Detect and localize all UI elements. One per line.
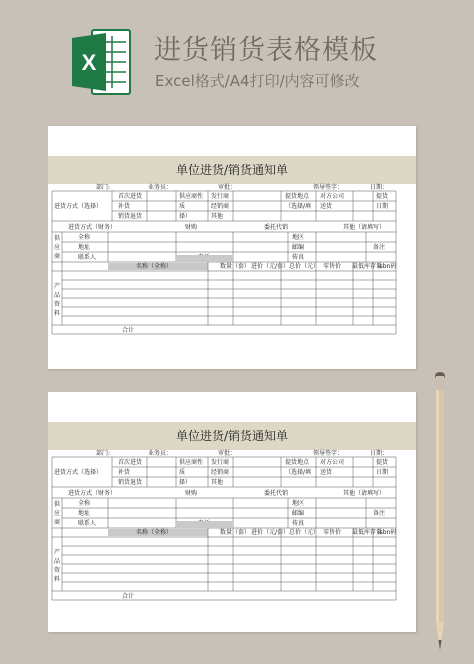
goods-side-label: 料 bbox=[54, 310, 61, 317]
delivery-option: 对方公司 bbox=[320, 193, 345, 200]
supplier-field-label: 全称 bbox=[78, 234, 91, 241]
form-sheet-1 bbox=[48, 126, 416, 369]
info-label: 部门: bbox=[96, 184, 111, 191]
supplier-option: 其他 bbox=[211, 213, 224, 220]
note-label: 备注 bbox=[373, 244, 386, 251]
info-label: 日期： bbox=[370, 450, 389, 457]
agent-label: 委托代销 bbox=[264, 490, 289, 497]
page-title: 进货销货表格模板 bbox=[154, 35, 378, 66]
supplier-nature-label: 质 bbox=[179, 203, 186, 210]
form-title: 单位进货/销货通知单 bbox=[48, 156, 416, 184]
supplier-nature-label: 质 bbox=[179, 469, 186, 476]
info-label: 领导签字： bbox=[313, 450, 344, 457]
finance-method-value: 财购 bbox=[185, 490, 198, 497]
goods-header: 名称（全称） bbox=[136, 263, 173, 270]
delivery-label: 提货地点 bbox=[285, 459, 310, 466]
supplier-side-label: 供 bbox=[54, 235, 61, 242]
pickup-label: 提货 bbox=[376, 459, 389, 466]
goods-header: 进价（元/套） bbox=[251, 529, 290, 536]
supplier-right-label: 邮编 bbox=[292, 510, 305, 517]
supplier-nature-label: 择） bbox=[179, 213, 192, 220]
goods-header: 最低库存量 bbox=[352, 263, 383, 270]
goods-header: 总价（元） bbox=[289, 263, 320, 270]
method-option: 首次进货 bbox=[118, 193, 143, 200]
supplier-right-label: 传真 bbox=[292, 520, 305, 527]
phone-shade bbox=[176, 255, 233, 262]
method-option: 销货退货 bbox=[118, 479, 143, 486]
date-label: 日期 bbox=[376, 203, 389, 210]
page-subtitle: Excel格式/A4打印/内容可修改 bbox=[155, 72, 360, 90]
goods-header: 最低库存量 bbox=[352, 529, 383, 536]
goods-header: 零售价 bbox=[323, 529, 342, 536]
goods-header: 数量（套） bbox=[220, 263, 251, 270]
goods-side-label: 产 bbox=[54, 283, 61, 290]
method-label: 进货方式（选择） bbox=[54, 203, 103, 210]
supplier-side-label: 商 bbox=[54, 519, 61, 526]
info-label: 审批： bbox=[218, 184, 237, 191]
form-table bbox=[48, 450, 416, 610]
info-label: 业务员： bbox=[148, 450, 173, 457]
goods-side-label: 品 bbox=[54, 292, 61, 299]
goods-side-label: 资 bbox=[54, 301, 61, 308]
goods-side-label: 料 bbox=[54, 576, 61, 583]
supplier-field-label: 联系人 bbox=[78, 254, 97, 261]
goods-side-label: 产 bbox=[54, 549, 61, 556]
goods-side-label: 品 bbox=[54, 558, 61, 565]
phone-shade bbox=[176, 521, 233, 528]
finance-method-label: 进货方式（财务） bbox=[68, 490, 117, 497]
method-option: 补货 bbox=[118, 203, 131, 210]
supplier-side-label: 应 bbox=[54, 244, 61, 251]
supplier-option: 发行商 bbox=[211, 193, 230, 200]
delivery-label: （选择/填 bbox=[285, 203, 312, 210]
info-label: 业务员： bbox=[148, 184, 173, 191]
agent-label: 委托代销 bbox=[264, 224, 289, 231]
info-label: 领导签字： bbox=[313, 184, 344, 191]
form-sheet-2 bbox=[48, 392, 416, 632]
other-label: 其他（请填写） bbox=[343, 490, 386, 497]
supplier-field-label: 地址 bbox=[78, 244, 91, 251]
method-label: 进货方式（选择） bbox=[54, 469, 103, 476]
delivery-option: 送货 bbox=[320, 469, 333, 476]
goods-header: 零售价 bbox=[323, 263, 342, 270]
delivery-option: 对方公司 bbox=[320, 459, 345, 466]
goods-header: 数量（套） bbox=[220, 529, 251, 536]
goods-header: isbn码 bbox=[378, 529, 397, 536]
supplier-option: 经销商 bbox=[211, 203, 230, 210]
method-option: 销货退货 bbox=[118, 213, 143, 220]
pencil-icon bbox=[432, 370, 448, 660]
info-label: 部门: bbox=[96, 450, 111, 457]
goods-header: 总价（元） bbox=[289, 529, 320, 536]
supplier-nature-label: 供应商性 bbox=[179, 193, 204, 200]
total-label: 合计 bbox=[122, 327, 135, 334]
goods-header: 进价（元/套） bbox=[251, 263, 290, 270]
form-title: 单位进货/销货通知单 bbox=[48, 422, 416, 450]
supplier-side-label: 应 bbox=[54, 510, 61, 517]
method-option: 首次进货 bbox=[118, 459, 143, 466]
supplier-field-label: 联系人 bbox=[78, 520, 97, 527]
supplier-nature-label: 供应商性 bbox=[179, 459, 204, 466]
delivery-option: 送货 bbox=[320, 203, 333, 210]
delivery-label: 提货地点 bbox=[285, 193, 310, 200]
method-option: 补货 bbox=[118, 469, 131, 476]
date-label: 日期 bbox=[376, 469, 389, 476]
total-label: 合计 bbox=[122, 593, 135, 600]
supplier-field-label: 地址 bbox=[78, 510, 91, 517]
supplier-field-label: 全称 bbox=[78, 500, 91, 507]
supplier-side-label: 商 bbox=[54, 253, 61, 260]
supplier-right-label: 传真 bbox=[292, 254, 305, 261]
supplier-option: 其他 bbox=[211, 479, 224, 486]
supplier-right-label: 地区 bbox=[292, 500, 305, 507]
finance-method-value: 财购 bbox=[185, 224, 198, 231]
supplier-option: 经销商 bbox=[211, 469, 230, 476]
finance-method-label: 进货方式（财务） bbox=[68, 224, 117, 231]
form-table bbox=[48, 184, 416, 344]
excel-logo-icon bbox=[70, 26, 132, 98]
supplier-nature-label: 择） bbox=[179, 479, 192, 486]
goods-header: isbn码 bbox=[378, 263, 397, 270]
delivery-label: （选择/填 bbox=[285, 469, 312, 476]
supplier-right-label: 地区 bbox=[292, 234, 305, 241]
note-label: 备注 bbox=[373, 510, 386, 517]
supplier-option: 发行商 bbox=[211, 459, 230, 466]
other-label: 其他（请填写） bbox=[343, 224, 386, 231]
goods-side-label: 资 bbox=[54, 567, 61, 574]
info-label: 审批： bbox=[218, 450, 237, 457]
goods-header: 名称（全称） bbox=[136, 529, 173, 536]
info-label: 日期： bbox=[370, 184, 389, 191]
supplier-side-label: 供 bbox=[54, 501, 61, 508]
logo-letter: X bbox=[81, 50, 97, 75]
supplier-right-label: 邮编 bbox=[292, 244, 305, 251]
pickup-label: 提货 bbox=[376, 193, 389, 200]
